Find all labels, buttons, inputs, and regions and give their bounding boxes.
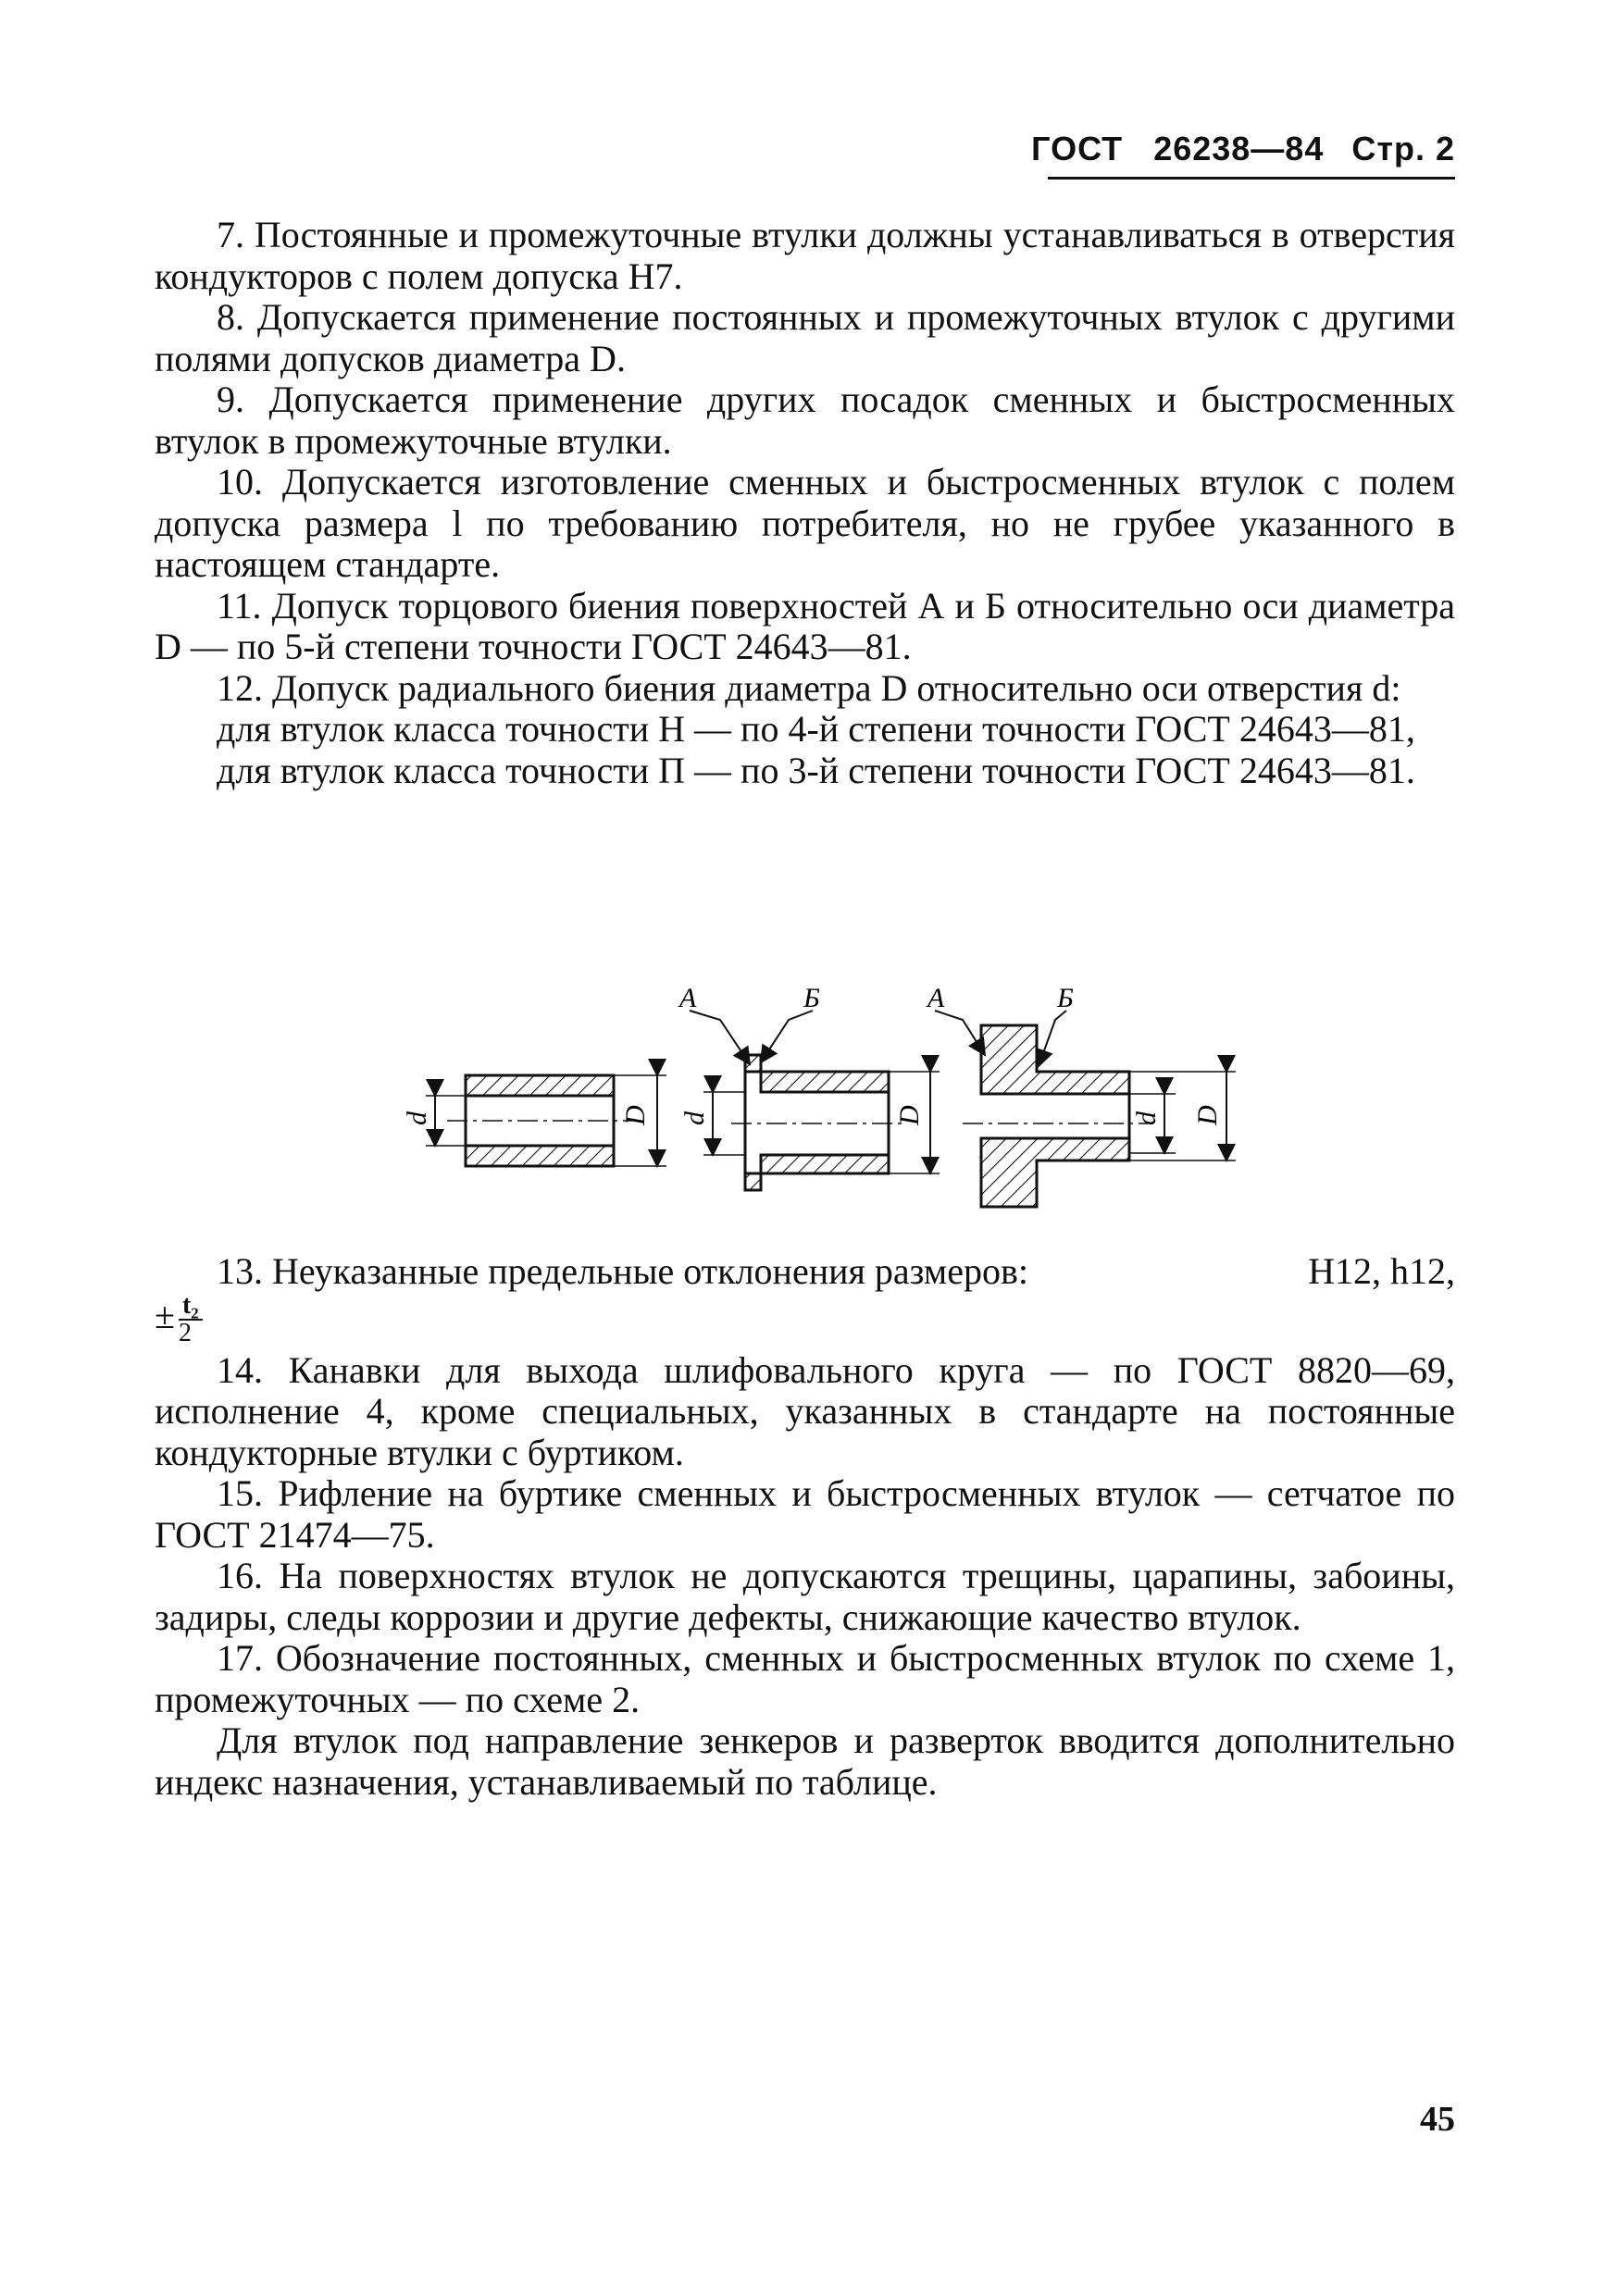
header-rule bbox=[1048, 177, 1455, 180]
header-standard: ГОСТ bbox=[1031, 130, 1124, 168]
page-number: 45 bbox=[1420, 2100, 1455, 2139]
paragraph-12-class-p: для втулок класса точности П — по 3-й степени точности ГОСТ 24643—81. bbox=[217, 749, 1415, 791]
paragraph-15: 15. Рифление на буртике сменных и быстросменных втулок — сетчатое по ГОСТ 21474—75. bbox=[155, 1472, 1455, 1556]
paragraph-11: 11. Допуск торцового биения поверхностей А и Б относительно оси диаметра D — по 5-й степени точности ГОСТ 24643—81. bbox=[155, 584, 1455, 667]
text-block-bottom bbox=[155, 1251, 1455, 1803]
label-B-2: Б bbox=[803, 983, 820, 1013]
dim-D-2: D bbox=[894, 1105, 925, 1125]
header-doc-number: 26238—84 bbox=[1153, 130, 1325, 168]
label-A-2: А bbox=[679, 983, 697, 1013]
large-collar-bushing bbox=[935, 1011, 1236, 1207]
page-header bbox=[0, 130, 1455, 168]
paragraph-9: 9. Допускается применение других посадок сменных и быстросменных втулок в промежуточные втулки. bbox=[155, 379, 1455, 462]
paragraph-16: 16. На поверхностях втулок не допускаются трещины, царапины, забоины, задиры, следы коррозии и другие дефекты, снижающие качество втулок. bbox=[155, 1555, 1455, 1638]
label-B-3: Б bbox=[1057, 983, 1074, 1013]
label-A-3: А bbox=[927, 983, 945, 1013]
paragraph-12-class-h: для втулок класса точности Н — по 4-й степени точности ГОСТ 24643—81, bbox=[217, 708, 1415, 750]
paragraph-13-values: H12, h12, bbox=[1308, 1250, 1455, 1292]
paragraph-7: 7. Постоянные и промежуточные втулки должны устанавливаться в отверстия кондукторов с полем допуска H7. bbox=[155, 214, 1455, 297]
dim-D-1: D bbox=[620, 1105, 651, 1125]
paragraph-17: 17. Обозначение постоянных, сменных и быстросменных втулок по схеме 1, промежуточных — по схеме 2. bbox=[155, 1637, 1455, 1720]
text-block-top bbox=[155, 215, 1455, 791]
paragraph-13-text: 13. Неуказанные предельные отклонения размеров: bbox=[217, 1250, 1028, 1292]
paragraph-13 bbox=[155, 1251, 1455, 1293]
dim-d-1: d bbox=[402, 1111, 432, 1125]
paragraph-10: 10. Допускается изготовление сменных и быстросменных втулок с полем допуска размера l по требованию потребителя, но не грубее указанного в настоящем стандарте. bbox=[155, 461, 1455, 585]
paragraph-13-fraction-line bbox=[155, 1290, 1455, 1347]
header-page: Стр. 2 bbox=[1351, 130, 1455, 168]
paragraph-index-note: Для втулок под направление зенкеров и разверток вводится дополнительно индекс назначения, устанавливаемый по таблице. bbox=[155, 1719, 1455, 1803]
fraction-numerator: t₂ bbox=[179, 1293, 203, 1321]
dim-d-2: d bbox=[679, 1111, 710, 1125]
fraction bbox=[178, 1290, 203, 1347]
fraction-denominator: 2 bbox=[178, 1318, 192, 1347]
collared-bushing bbox=[690, 1011, 940, 1190]
bushing-runout-figure bbox=[370, 972, 1259, 1212]
paragraph-14: 14. Канавки для выхода шлифовального круга — по ГОСТ 8820—69, исполнение 4, кроме специальных, указанных в стандарте на постоянные кондукторные втулки с буртиком. bbox=[155, 1348, 1455, 1473]
paragraph-8: 8. Допускается применение постоянных и промежуточных втулок с другими полями допусков диаметра D. bbox=[155, 296, 1455, 379]
dim-d-3: d bbox=[1131, 1111, 1162, 1125]
dim-D-3: D bbox=[1192, 1105, 1223, 1125]
plus-minus-sign: ± bbox=[155, 1294, 175, 1336]
paragraph-12: 12. Допуск радиального биения диаметра D относительно оси отверстия d: bbox=[217, 666, 1401, 709]
